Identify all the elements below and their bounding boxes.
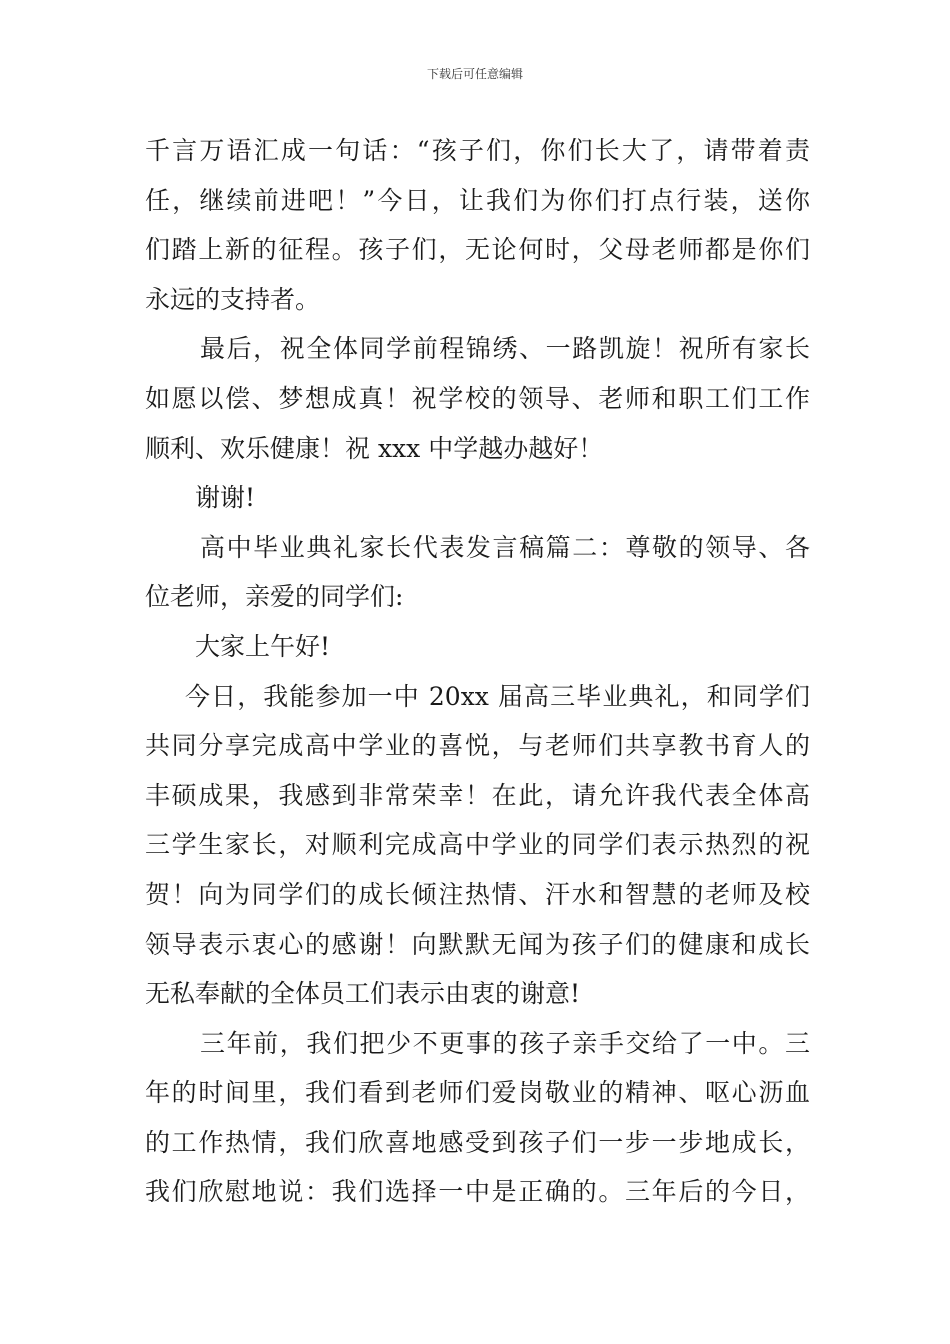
text-line: 高中毕业典礼家长代表发言稿篇二：尊敬的领导、各 — [200, 532, 810, 562]
text-line: 三学生家长，对顺利完成高中学业的同学们表示热烈的祝 — [145, 830, 810, 860]
text-line: 任，继续前进吧！”今日，让我们为你们打点行装，送你 — [145, 185, 810, 215]
document-body — [145, 126, 810, 1217]
text-line: 位老师，亲爱的同学们: — [145, 582, 404, 612]
text-line: 无私奉献的全体员工们表示由衷的谢意! — [145, 979, 581, 1009]
text-line: 千言万语汇成一句话：“孩子们，你们长大了，请带着责 — [145, 136, 810, 165]
text-line: 今日，我能参加一中 20xx 届高三毕业典礼，和同学们 — [185, 681, 810, 711]
text-line: 贺！向为同学们的成长倾注热情、汗水和智慧的老师及校 — [145, 879, 810, 909]
text-line: 年的时间里，我们看到老师们爱岗敬业的精神、呕心沥血 — [145, 1078, 810, 1108]
text-line: 共同分享完成高中学业的喜悦，与老师们共享教书育人的 — [145, 731, 810, 761]
text-line: 的工作热情，我们欣喜地感受到孩子们一步一步地成长， — [145, 1127, 810, 1157]
text-line: 丰硕成果，我感到非常荣幸！在此，请允许我代表全体高 — [145, 780, 810, 810]
text-line: 如愿以偿、梦想成真！祝学校的领导、老师和职工们工作 — [145, 383, 810, 413]
text-line: 三年前，我们把少不更事的孩子亲手交给了一中。三 — [200, 1028, 810, 1058]
text-line: 我们欣慰地说：我们选择一中是正确的。三年后的今日， — [145, 1177, 810, 1207]
text-line: 最后，祝全体同学前程锦绣、一路凯旋！祝所有家长 — [200, 334, 810, 364]
text-line: 谢谢! — [195, 483, 256, 513]
text-line: 永远的支持者。 — [145, 284, 321, 314]
text-line: 们踏上新的征程。孩子们，无论何时，父母老师都是你们 — [145, 235, 810, 265]
page-header: 下载后可任意编辑 — [426, 67, 523, 81]
text-line: 大家上午好! — [195, 631, 331, 661]
text-line: 顺利、欢乐健康！祝 xxx 中学越办越好！ — [145, 433, 604, 463]
text-line: 领导表示衷心的感谢！向默默无闻为孩子们的健康和成长 — [145, 929, 810, 959]
